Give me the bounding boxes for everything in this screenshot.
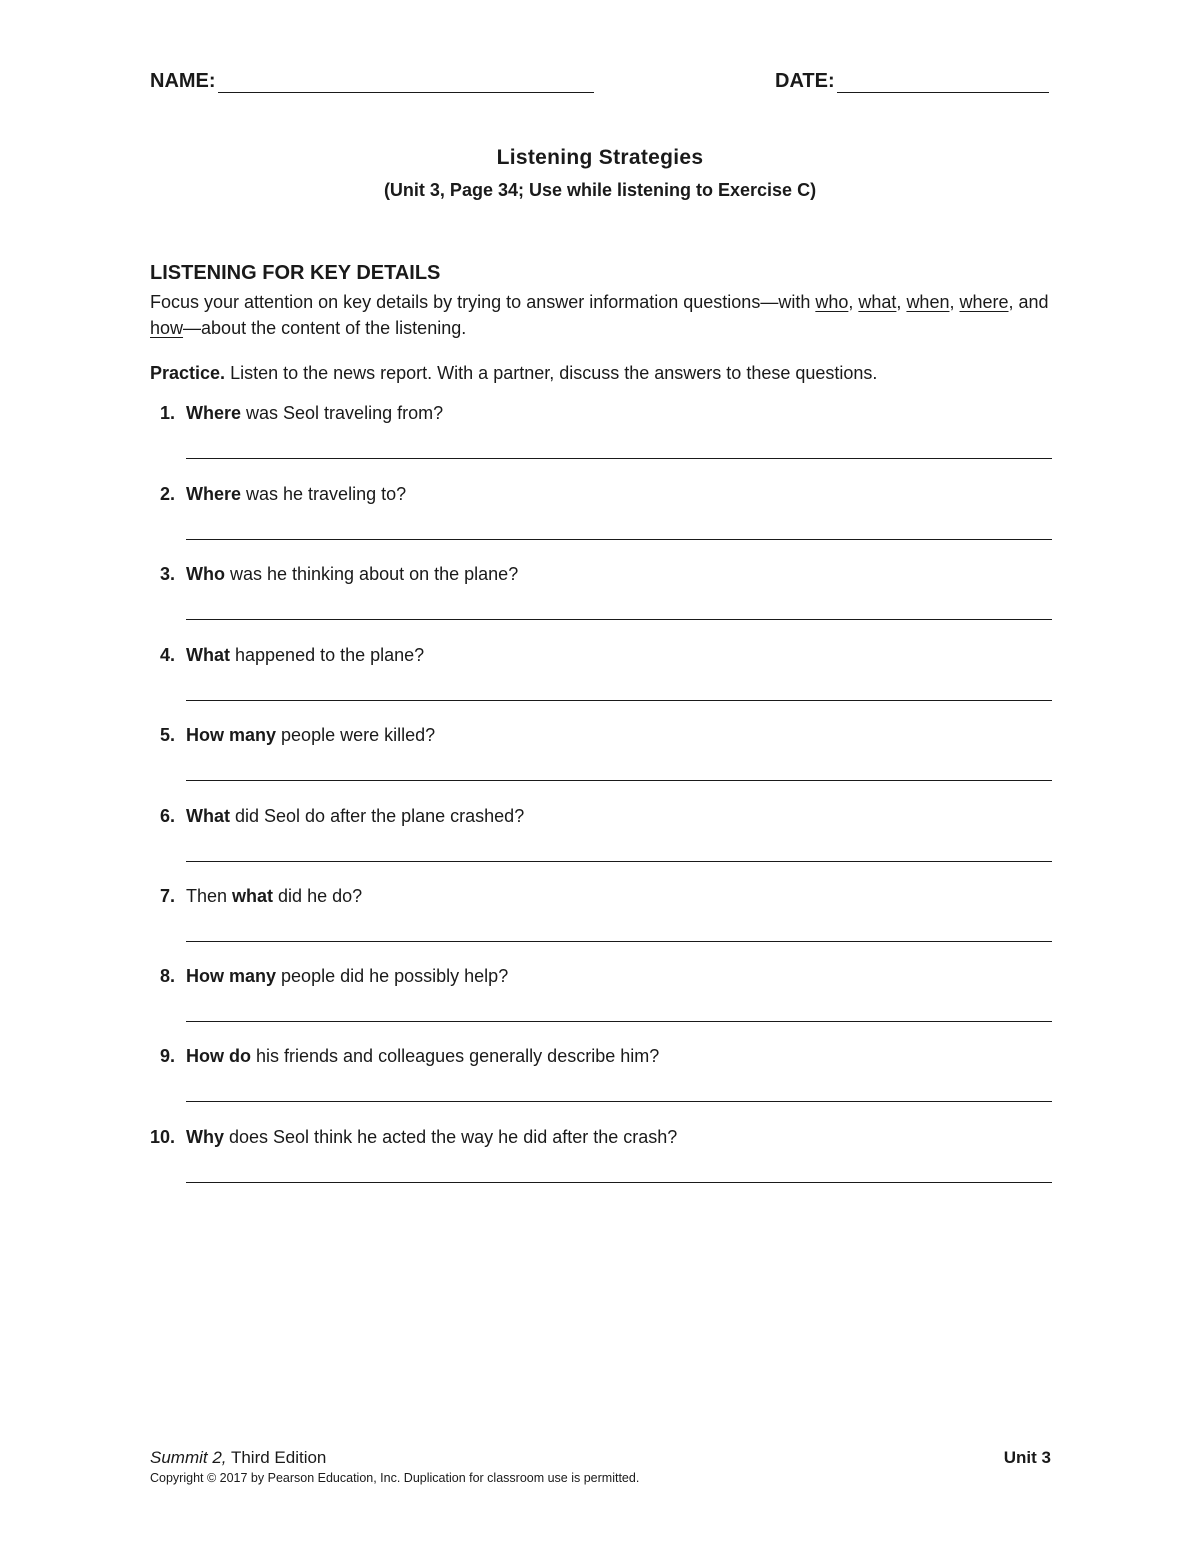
question-number: 2. bbox=[159, 484, 175, 504]
name-label: NAME: bbox=[150, 70, 216, 92]
question-text bbox=[186, 645, 424, 666]
question-rest: was Seol traveling from? bbox=[241, 403, 444, 423]
question-text bbox=[186, 725, 435, 746]
section-intro bbox=[150, 289, 1055, 341]
question-keyword: How many bbox=[186, 966, 277, 986]
question-rest: did Seol do after the plane crashed? bbox=[230, 806, 525, 826]
question-number: 7. bbox=[159, 886, 175, 906]
intro-text: , and bbox=[1008, 292, 1049, 312]
question-rest: was he thinking about on the plane? bbox=[224, 564, 519, 584]
question-keyword: Where bbox=[186, 484, 242, 504]
answer-line[interactable] bbox=[186, 1021, 1052, 1022]
question-number: 5. bbox=[159, 725, 175, 745]
keyword-what: what bbox=[858, 292, 897, 312]
name-blank-line[interactable] bbox=[218, 72, 594, 93]
question-number: 10. bbox=[149, 1127, 175, 1147]
question-rest: does Seol think he acted the way he did after the crash? bbox=[224, 1127, 678, 1147]
question-text bbox=[186, 484, 406, 505]
answer-line[interactable] bbox=[186, 700, 1052, 701]
book-title: Summit 2, bbox=[150, 1448, 227, 1467]
question-text bbox=[186, 1046, 659, 1067]
intro-text: , bbox=[949, 292, 960, 312]
answer-line[interactable] bbox=[186, 780, 1052, 781]
page-title: Listening Strategies bbox=[496, 146, 704, 169]
question-text bbox=[186, 806, 524, 827]
intro-text: Focus your attention on key details by trying to answer information questions—with bbox=[150, 292, 816, 312]
keyword-who: who bbox=[815, 292, 849, 312]
date-field-row bbox=[775, 70, 1049, 93]
section-heading: LISTENING FOR KEY DETAILS bbox=[150, 262, 441, 284]
question-keyword: What bbox=[186, 645, 230, 665]
intro-text: , bbox=[848, 292, 859, 312]
intro-text: —about the content of the listening. bbox=[183, 318, 467, 338]
answer-line[interactable] bbox=[186, 1182, 1052, 1183]
question-rest: people did he possibly help? bbox=[276, 966, 509, 986]
footer-book-title bbox=[150, 1448, 326, 1468]
question-prefix: Then bbox=[186, 886, 233, 906]
question-keyword: what bbox=[232, 886, 274, 906]
question-text bbox=[186, 886, 362, 907]
practice-text: Listen to the news report. With a partner, discuss the answers to these questions. bbox=[225, 363, 878, 383]
question-text bbox=[186, 403, 443, 424]
copyright-notice: Copyright © 2017 by Pearson Education, Inc. Duplication for classroom use is permitted. bbox=[150, 1471, 640, 1485]
keyword-where: where bbox=[959, 292, 1009, 312]
keyword-how: how bbox=[150, 318, 184, 338]
intro-text: , bbox=[896, 292, 907, 312]
practice-label: Practice. bbox=[150, 363, 226, 383]
footer-unit: Unit 3 bbox=[1003, 1448, 1051, 1467]
question-keyword: What bbox=[186, 806, 230, 826]
keyword-when: when bbox=[906, 292, 950, 312]
answer-line[interactable] bbox=[186, 1101, 1052, 1102]
answer-line[interactable] bbox=[186, 941, 1052, 942]
question-rest: people were killed? bbox=[276, 725, 436, 745]
practice-instructions bbox=[150, 363, 877, 384]
question-keyword: Why bbox=[186, 1127, 224, 1147]
question-number: 8. bbox=[159, 966, 175, 986]
question-number: 9. bbox=[159, 1046, 175, 1066]
answer-line[interactable] bbox=[186, 861, 1052, 862]
question-keyword: How do bbox=[186, 1046, 251, 1066]
answer-line[interactable] bbox=[186, 619, 1052, 620]
page-subtitle: (Unit 3, Page 34; Use while listening to Exercise C) bbox=[383, 180, 817, 200]
book-edition: Third Edition bbox=[226, 1448, 327, 1467]
question-keyword: How many bbox=[186, 725, 277, 745]
question-text bbox=[186, 1127, 677, 1148]
question-rest: happened to the plane? bbox=[230, 645, 425, 665]
date-label: DATE: bbox=[775, 70, 835, 92]
question-rest: his friends and colleagues generally describe him? bbox=[251, 1046, 660, 1066]
question-number: 6. bbox=[159, 806, 175, 826]
question-rest: did he do? bbox=[273, 886, 363, 906]
question-keyword: Who bbox=[186, 564, 225, 584]
answer-line[interactable] bbox=[186, 539, 1052, 540]
date-blank-line[interactable] bbox=[837, 72, 1049, 93]
question-number: 1. bbox=[159, 403, 175, 423]
question-text bbox=[186, 564, 518, 585]
name-field-row bbox=[150, 70, 594, 93]
answer-line[interactable] bbox=[186, 458, 1052, 459]
question-rest: was he traveling to? bbox=[241, 484, 407, 504]
question-keyword: Where bbox=[186, 403, 242, 423]
question-number: 4. bbox=[159, 645, 175, 665]
question-text bbox=[186, 966, 508, 987]
question-number: 3. bbox=[159, 564, 175, 584]
